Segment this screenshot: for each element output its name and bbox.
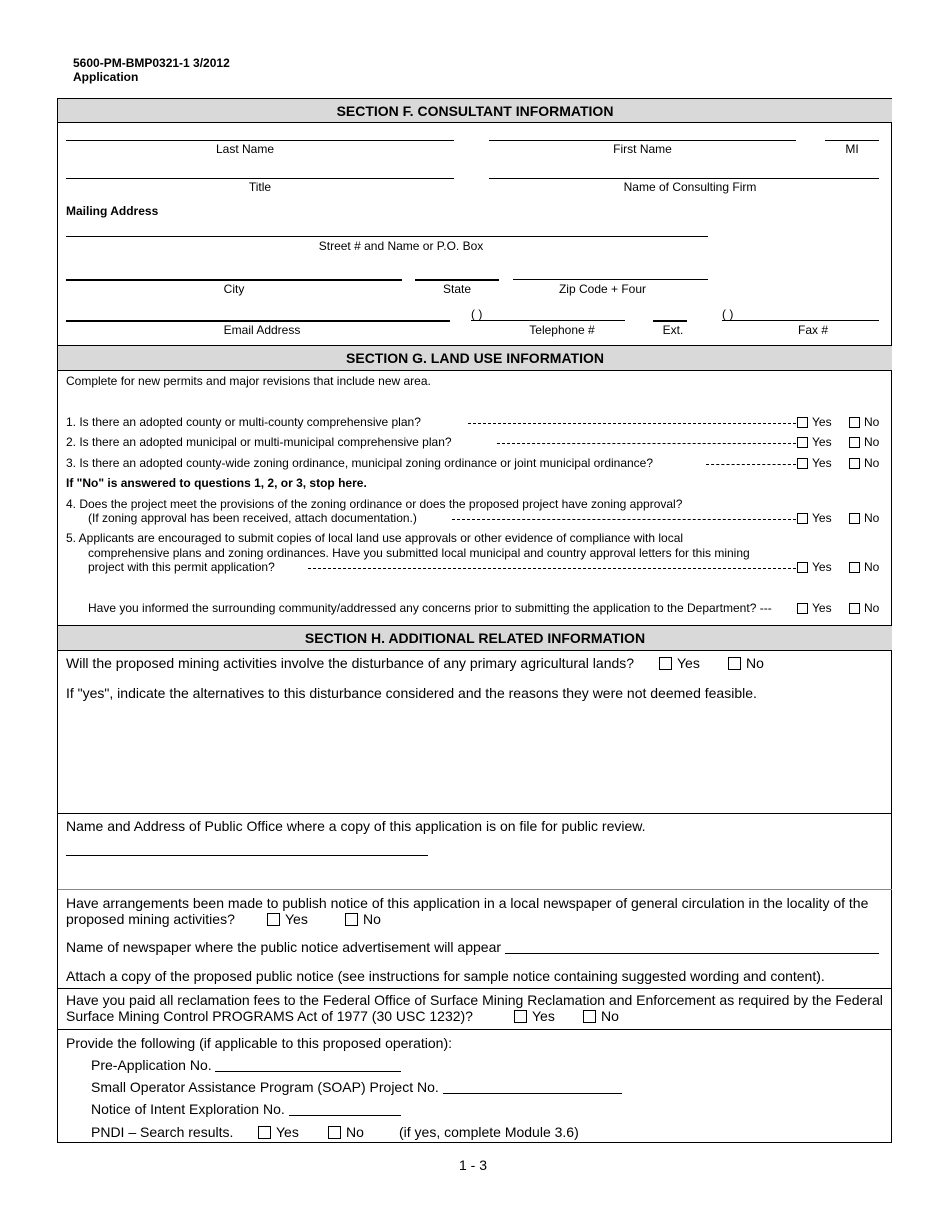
city-label: City bbox=[223, 282, 245, 296]
checkbox-icon bbox=[797, 603, 808, 614]
checkbox-icon bbox=[728, 657, 741, 670]
section-g-title: SECTION G. LAND USE INFORMATION bbox=[58, 345, 892, 371]
leader-dots bbox=[706, 464, 796, 465]
pre-application-label: Pre-Application No. bbox=[91, 1057, 212, 1073]
question-4: 4. Does the project meet the provisions of the zoning ordinance or does the proposed project have zoning approval? bbox=[66, 497, 683, 511]
checkbox-icon bbox=[258, 1126, 271, 1139]
pndi-yes[interactable]: Yes bbox=[258, 1124, 299, 1140]
q5-yes[interactable]: Yes bbox=[797, 560, 832, 574]
fax-field[interactable] bbox=[722, 320, 879, 321]
checkbox-icon bbox=[797, 417, 808, 428]
email-label: Email Address bbox=[223, 323, 301, 337]
agri-yes[interactable]: Yes bbox=[659, 655, 700, 671]
city-field[interactable] bbox=[66, 279, 402, 281]
q2-no[interactable]: No bbox=[849, 435, 879, 449]
checkbox-icon bbox=[267, 913, 280, 926]
fees-yes[interactable]: Yes bbox=[514, 1008, 555, 1024]
last-name-label: Last Name bbox=[215, 142, 275, 156]
public-office-field[interactable] bbox=[66, 855, 428, 856]
firm-field[interactable] bbox=[489, 178, 879, 179]
checkbox-icon bbox=[849, 458, 860, 469]
noi-label: Notice of Intent Exploration No. bbox=[91, 1101, 285, 1117]
question-4-note: (If zoning approval has been received, attach documentation.) bbox=[88, 511, 417, 525]
checkbox-icon bbox=[849, 417, 860, 428]
checkbox-icon bbox=[797, 458, 808, 469]
first-name-field[interactable] bbox=[489, 140, 796, 141]
stop-note: If "No" is answered to questions 1, 2, or 3, stop here. bbox=[66, 476, 367, 490]
section-g-intro: Complete for new permits and major revisions that include new area. bbox=[66, 374, 431, 388]
telephone-label: Telephone # bbox=[529, 323, 595, 337]
section-f-title: SECTION F. CONSULTANT INFORMATION bbox=[58, 98, 892, 123]
fax-label: Fax # bbox=[797, 323, 828, 337]
q3-yes[interactable]: Yes bbox=[797, 456, 832, 470]
fax-area-code[interactable]: ( ) bbox=[722, 307, 734, 321]
zip-field[interactable] bbox=[513, 279, 708, 280]
reclamation-fees-question: Have you paid all reclamation fees to the Federal Office of Surface Mining Reclamation and Enforcement as required by the Federal bbox=[66, 992, 883, 1008]
publish-notice-question-line2: proposed mining activities? bbox=[66, 911, 235, 927]
section-h-title: SECTION H. ADDITIONAL RELATED INFORMATION bbox=[58, 625, 892, 651]
alternatives-question: If "yes", indicate the alternatives to this disturbance considered and the reasons they were not deemed feasible. bbox=[66, 685, 757, 701]
alternatives-answer-area[interactable] bbox=[66, 705, 884, 805]
checkbox-icon bbox=[797, 437, 808, 448]
q6-no[interactable]: No bbox=[849, 601, 879, 615]
q4-no[interactable]: No bbox=[849, 511, 879, 525]
attach-notice-instruction: Attach a copy of the proposed public notice (see instructions for sample notice containing suggested wording and content). bbox=[66, 968, 825, 984]
question-5-line2: comprehensive plans and zoning ordinances. Have you submitted local municipal and country approval letters for this mining bbox=[88, 546, 750, 560]
mi-field[interactable] bbox=[825, 140, 879, 141]
divider bbox=[58, 1029, 892, 1030]
checkbox-icon bbox=[849, 513, 860, 524]
agri-no[interactable]: No bbox=[728, 655, 764, 671]
pre-application-field[interactable] bbox=[215, 1071, 401, 1072]
email-field[interactable] bbox=[66, 320, 450, 322]
leader-dots bbox=[452, 519, 796, 520]
q1-yes[interactable]: Yes bbox=[797, 415, 832, 429]
newspaper-label: Name of newspaper where the public notice advertisement will appear bbox=[66, 939, 502, 955]
mi-label: MI bbox=[845, 142, 859, 156]
q3-no[interactable]: No bbox=[849, 456, 879, 470]
form-id: 5600-PM-BMP0321-1 3/2012 bbox=[73, 56, 230, 70]
newspaper-field[interactable] bbox=[505, 953, 879, 954]
checkbox-icon bbox=[583, 1010, 596, 1023]
checkbox-icon bbox=[849, 603, 860, 614]
agricultural-lands-question: Will the proposed mining activities involve the disturbance of any primary agricultural lands? bbox=[66, 655, 635, 671]
publish-notice-question: Have arrangements been made to publish notice of this application in a local newspaper of general circulation in the locality of the bbox=[66, 895, 869, 911]
leader-dots bbox=[468, 423, 796, 424]
mailing-address-heading: Mailing Address bbox=[66, 204, 159, 218]
question-2: 2. Is there an adopted municipal or multi-municipal comprehensive plan? bbox=[66, 435, 452, 449]
checkbox-icon bbox=[797, 513, 808, 524]
noi-field[interactable] bbox=[289, 1115, 401, 1116]
pndi-label: PNDI – Search results. bbox=[91, 1124, 234, 1140]
pndi-no[interactable]: No bbox=[328, 1124, 364, 1140]
state-field[interactable] bbox=[415, 279, 499, 281]
divider bbox=[58, 988, 892, 989]
q4-yes[interactable]: Yes bbox=[797, 511, 832, 525]
street-field[interactable] bbox=[66, 236, 708, 237]
leader-dots bbox=[308, 568, 796, 569]
reclamation-fees-question-line2: Surface Mining Control PROGRAMS Act of 1977 (30 USC 1232)? bbox=[66, 1008, 473, 1024]
ext-label: Ext. bbox=[662, 323, 684, 337]
street-label: Street # and Name or P.O. Box bbox=[318, 239, 484, 253]
form-frame bbox=[57, 98, 892, 1143]
telephone-area-code[interactable]: ( ) bbox=[471, 307, 483, 321]
firm-label: Name of Consulting Firm bbox=[623, 180, 757, 194]
public-office-question: Name and Address of Public Office where a copy of this application is on file for public review. bbox=[66, 818, 646, 834]
page-number: 1 - 3 bbox=[459, 1157, 488, 1173]
soap-label: Small Operator Assistance Program (SOAP) Project No. bbox=[91, 1079, 439, 1095]
divider bbox=[58, 889, 892, 890]
checkbox-icon bbox=[345, 913, 358, 926]
question-6: Have you informed the surrounding community/addressed any concerns prior to submitting the application to the Department? --- bbox=[88, 601, 772, 615]
state-label: State bbox=[442, 282, 472, 296]
zip-label: Zip Code + Four bbox=[558, 282, 647, 296]
question-1: 1. Is there an adopted county or multi-county comprehensive plan? bbox=[66, 415, 421, 429]
question-5-line3: project with this permit application? bbox=[88, 560, 275, 574]
fees-no[interactable]: No bbox=[583, 1008, 619, 1024]
publish-yes[interactable]: Yes bbox=[267, 911, 308, 927]
q1-no[interactable]: No bbox=[849, 415, 879, 429]
leader-dots bbox=[497, 443, 796, 444]
checkbox-icon bbox=[797, 562, 808, 573]
checkbox-icon bbox=[328, 1126, 341, 1139]
provide-following: Provide the following (if applicable to this proposed operation): bbox=[66, 1035, 453, 1051]
question-5: 5. Applicants are encouraged to submit copies of local land use approvals or other evidence of compliance with local bbox=[66, 531, 684, 545]
divider bbox=[58, 813, 892, 814]
telephone-field[interactable] bbox=[471, 320, 625, 321]
q6-yes[interactable]: Yes bbox=[797, 601, 832, 615]
title-label: Title bbox=[248, 180, 272, 194]
ext-field[interactable] bbox=[653, 320, 687, 322]
soap-field[interactable] bbox=[443, 1093, 622, 1094]
checkbox-icon bbox=[849, 562, 860, 573]
question-3: 3. Is there an adopted county-wide zoning ordinance, municipal zoning ordinance or joint municipal ordinance? bbox=[66, 456, 654, 470]
first-name-label: First Name bbox=[613, 142, 672, 156]
q5-no[interactable]: No bbox=[849, 560, 879, 574]
checkbox-icon bbox=[659, 657, 672, 670]
publish-no[interactable]: No bbox=[345, 911, 381, 927]
title-field[interactable] bbox=[66, 178, 454, 179]
form-type: Application bbox=[73, 70, 139, 84]
pndi-note: (if yes, complete Module 3.6) bbox=[399, 1124, 579, 1140]
q2-yes[interactable]: Yes bbox=[797, 435, 832, 449]
last-name-field[interactable] bbox=[66, 140, 454, 141]
checkbox-icon bbox=[849, 437, 860, 448]
checkbox-icon bbox=[514, 1010, 527, 1023]
